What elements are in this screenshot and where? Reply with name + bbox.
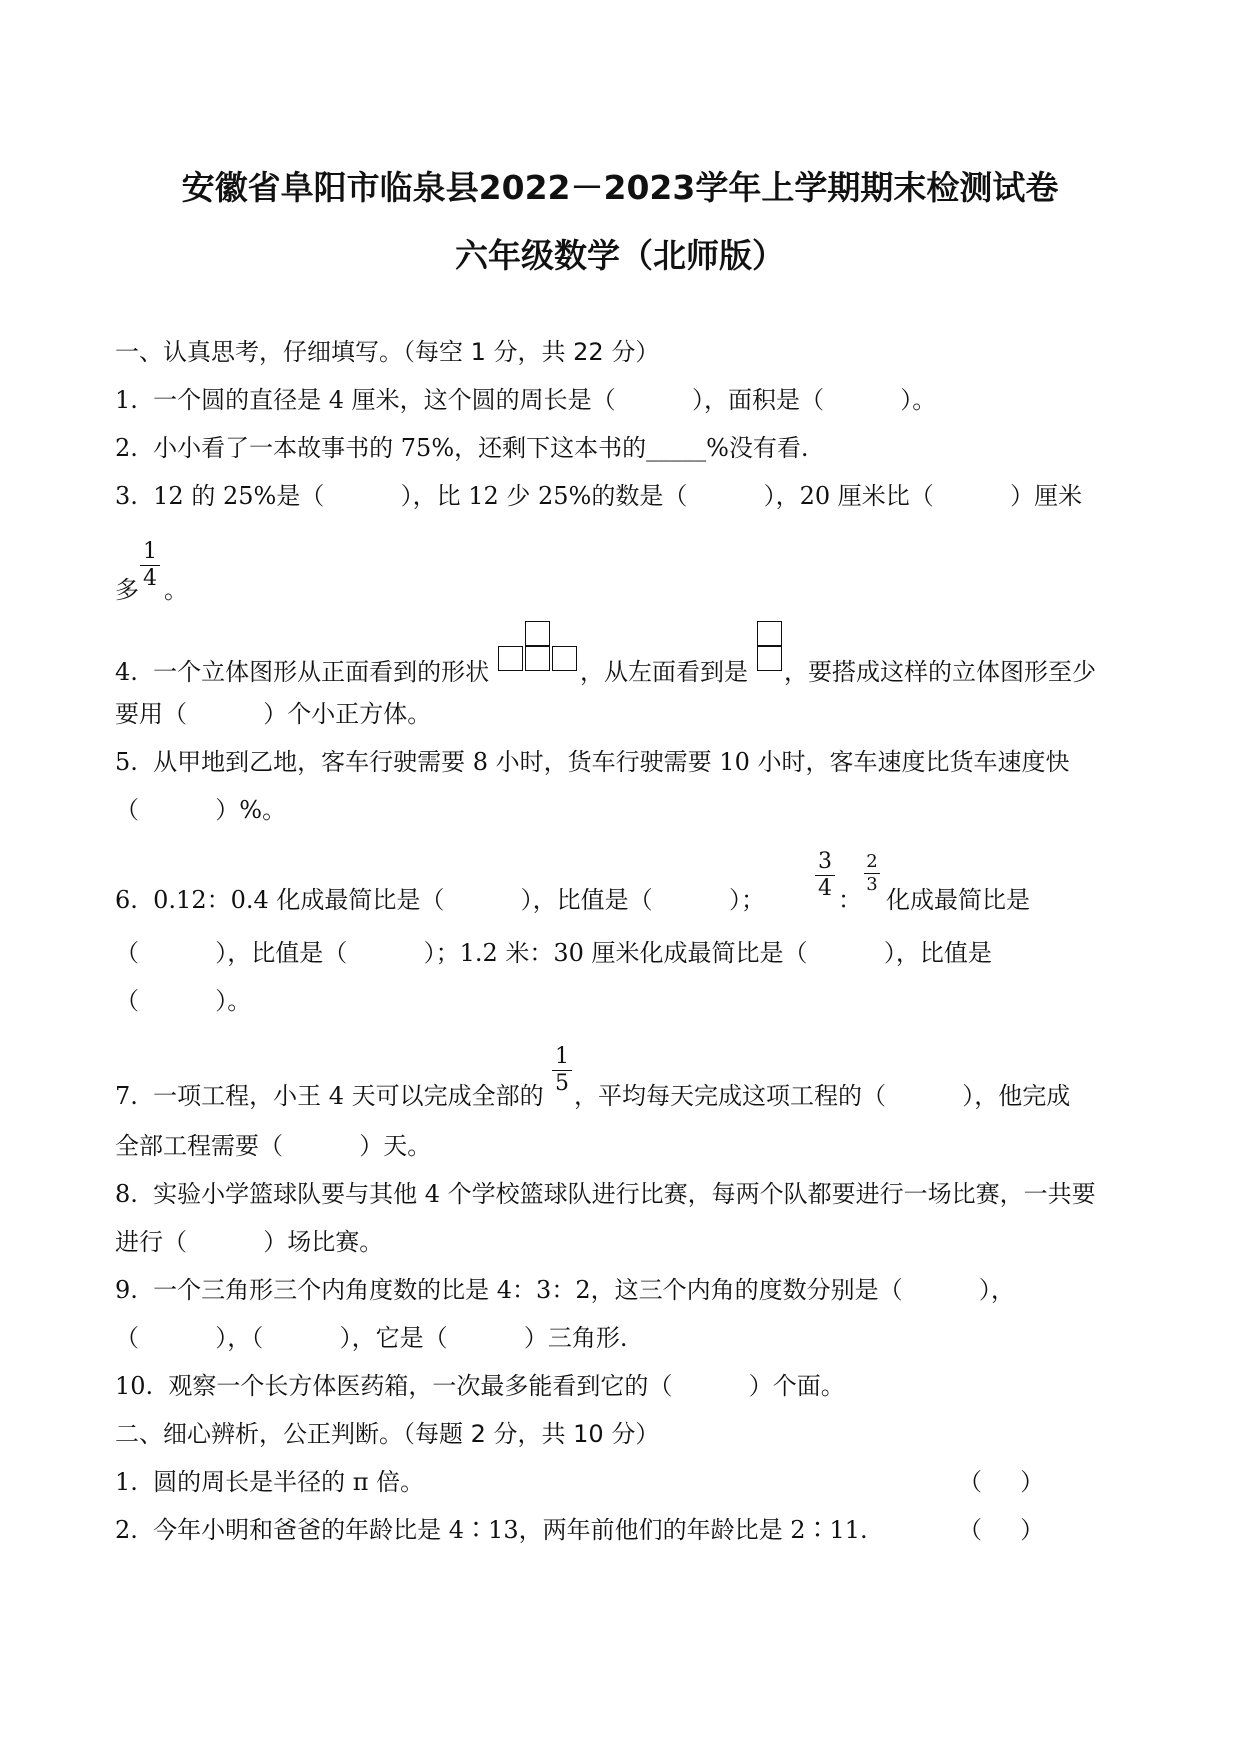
question-1-4-text-a: 4. 一个立体图形从正面看到的形状 xyxy=(115,658,490,686)
question-1-3-line1: 3. 12 的 25%是（ ），比 12 少 25%的数是（ ），20 厘米比（ ）厘米 xyxy=(115,482,1083,510)
question-1-8-line1: 8. 实验小学篮球队要与其他 4 个学校篮球队进行比赛，每两个队都要进行一场比赛，一共要 xyxy=(115,1180,1096,1208)
fraction-denominator: 4 xyxy=(143,566,157,591)
question-1-2: 2. 小小看了一本故事书的 75%，还剩下这本书的_____%没有看. xyxy=(115,434,809,462)
fraction-one-fifth xyxy=(552,1045,572,1096)
fraction-numerator: 3 xyxy=(818,849,832,874)
page-subtitle: 六年级数学（北师版） xyxy=(455,236,785,275)
question-1-3-line2-suffix: 。 xyxy=(164,576,188,604)
question-1-6-line1-suffix: 化成最简比是 xyxy=(886,886,1030,914)
question-1-10: 10. 观察一个长方体医药箱，一次最多能看到它的（ ）个面。 xyxy=(115,1372,845,1400)
front-view-figure xyxy=(498,621,578,671)
page-title: 安徽省阜阳市临泉县2022－2023学年上学期期末检测试卷 xyxy=(181,168,1059,207)
question-1-9-line1: 9. 一个三角形三个内角度数的比是 4：3：2，这三个内角的度数分别是（ ）， xyxy=(115,1276,1015,1304)
fraction-two-thirds xyxy=(864,852,880,895)
question-1-3-line2-prefix: 多 xyxy=(115,576,139,604)
question-2-1: 1. 圆的周长是半径的 π 倍。 xyxy=(115,1468,425,1496)
question-1-5-line1: 5. 从甲地到乙地，客车行驶需要 8 小时，货车行驶需要 10 小时，客车速度比货车速度快 xyxy=(115,748,1070,776)
answer-paren-2-2: （ ） xyxy=(958,1516,1045,1544)
question-1-6-line1: 6. 0.12：0.4 化成最简比是（ ），比值是（ ）； xyxy=(115,886,765,914)
question-1-4-text-c: ，要搭成这样的立体图形至少 xyxy=(784,658,1096,686)
question-1-7-line1: 7. 一项工程，小王 4 天可以完成全部的 xyxy=(115,1082,544,1110)
fraction-denominator: 5 xyxy=(555,1071,569,1096)
question-1-7-line1-suffix: ，平均每天完成这项工程的（ ），他完成 xyxy=(574,1082,1071,1110)
answer-paren-2-1: （ ） xyxy=(958,1468,1045,1496)
ratio-colon: ： xyxy=(838,886,862,914)
section-1-heading: 一、认真思考，仔细填写。（每空 1 分，共 22 分） xyxy=(115,338,660,366)
question-1-9-line2: （ ），（ ），它是（ ）三角形. xyxy=(115,1324,628,1352)
fraction-numerator: 1 xyxy=(555,1044,569,1069)
question-1-8-line2: 进行（ ）场比赛。 xyxy=(115,1228,384,1256)
fraction-numerator: 2 xyxy=(866,851,878,872)
question-1-4-text-b: ，从左面看到是 xyxy=(580,658,748,686)
fraction-numerator: 1 xyxy=(143,539,157,564)
question-1-1: 1. 一个圆的直径是 4 厘米，这个圆的周长是（ ），面积是（ ）。 xyxy=(115,386,937,414)
question-1-4-line2: 要用（ ）个小正方体。 xyxy=(115,700,432,728)
question-1-7-line2: 全部工程需要（ ）天。 xyxy=(115,1132,432,1160)
question-1-6-line2: （ ），比值是（ ）；1.2 米：30 厘米化成最简比是（ ），比值是 xyxy=(115,939,992,967)
fraction-denominator: 4 xyxy=(818,876,832,901)
fraction-three-quarters xyxy=(815,850,835,901)
question-1-6-line3: （ ）。 xyxy=(115,987,252,1015)
fraction-denominator: 3 xyxy=(866,874,878,895)
fraction-one-quarter xyxy=(140,540,160,591)
question-1-5-line2: （ ）%。 xyxy=(115,796,287,824)
question-2-2: 2. 今年小明和爸爸的年龄比是 4∶13，两年前他们的年龄比是 2∶11. xyxy=(115,1516,868,1544)
left-view-figure xyxy=(757,621,785,671)
section-2-heading: 二、细心辨析，公正判断。（每题 2 分，共 10 分） xyxy=(115,1420,660,1448)
